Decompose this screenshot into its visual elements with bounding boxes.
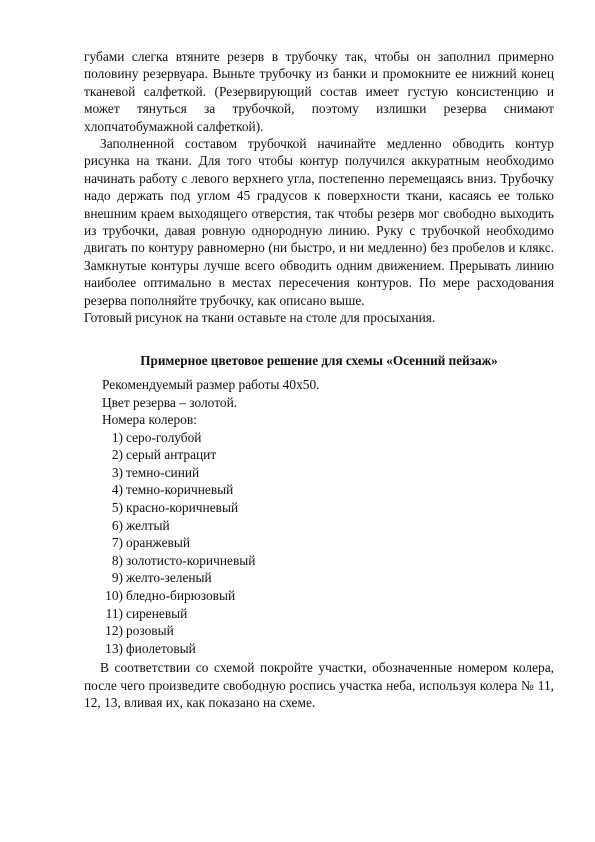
- color-list-item: [104, 499, 554, 517]
- document-page: [84, 48, 554, 712]
- color-name: серо-голубой: [126, 429, 202, 445]
- colors-label: Номера колеров:: [102, 412, 197, 428]
- color-list-item: [104, 517, 554, 535]
- color-number: 2): [111, 447, 123, 463]
- color-number: 13): [105, 640, 123, 656]
- color-name: серый антрацит: [126, 447, 217, 463]
- color-name: бледно-бирюзовый: [126, 588, 236, 604]
- color-number: 9): [111, 570, 123, 586]
- color-name: желто-зеленый: [126, 570, 212, 586]
- color-list-item: [104, 622, 554, 640]
- color-list-item: [104, 429, 554, 447]
- color-list-item: [104, 446, 554, 464]
- color-name: желтый: [126, 517, 170, 533]
- reserve-color-line: Цвет резерва – золотой.: [102, 394, 238, 410]
- color-name: оранжевый: [126, 535, 191, 551]
- color-list-item: [104, 569, 554, 587]
- color-list-item: [104, 552, 554, 570]
- color-list-item: [104, 605, 554, 623]
- color-name: темно-коричневый: [126, 482, 234, 498]
- color-list-item: [104, 481, 554, 499]
- color-number: 5): [111, 500, 123, 516]
- color-number: 3): [111, 464, 123, 480]
- color-name: золотисто-коричневый: [126, 552, 256, 568]
- color-name: темно-синий: [126, 464, 200, 480]
- color-list-item: [104, 587, 554, 605]
- work-info: [102, 376, 554, 429]
- color-list: [84, 429, 554, 658]
- color-number: 10): [105, 588, 123, 604]
- color-name: сиреневый: [126, 605, 188, 621]
- paragraph-painting-instructions: В соответствии со схемой покройте участки, обозначенные номером колера, после чего произведите свободную роспись участка неба, используя колера № 11, 12, 13, вливая их, как показано на схеме.: [84, 660, 554, 711]
- color-number: 8): [111, 552, 123, 568]
- section-heading: Примерное цветовое решение для схемы «Осенний пейзаж»: [140, 352, 498, 368]
- color-number: 7): [111, 535, 123, 551]
- paragraph-drying: Готовый рисунок на ткани оставьте на столе для просыхания.: [84, 310, 436, 326]
- color-number: 6): [111, 517, 123, 533]
- color-number: 11): [105, 605, 123, 621]
- color-number: 12): [105, 623, 123, 639]
- paragraph-contour-technique: Заполненной составом трубочкой начинайте медленно обводить контур рисунка на ткани. Для того чтобы контур получился аккуратным необходимо начинать работу с левого верхнего угла, постепенно перемещаясь вниз. Трубочку надо держать под углом 45 градусов к поверхности ткани, касаясь ее только внешним краем выходящего отверстия, так чтобы резерв мог свободно выходить из трубочки, давая ровную однородную линию. Руку с трубочкой необходимо двигать по контуру равномерно (ни быстро, и ни медленно) без пробелов и клякс. Замкнутые контуры лучше всего обводить одним движением. Прерывать линию наиболее оптимально в местах пересечения контуров. По мере расходования резерва пополняйте трубочку, как описано выше.: [84, 136, 554, 308]
- color-list-item: [104, 534, 554, 552]
- work-size-line: Рекомендуемый размер работы 40х50.: [102, 376, 320, 392]
- paragraph-reserve-filling: губами слегка втяните резерв в трубочку так, чтобы он заполнил примерно половину резервуара. Выньте трубочку из банки и промокните ее нижний конец тканевой салфеткой. (Резервирующий состав имеет густую консистенцию и может тянуться за трубочкой, поэтому излишки резерва снимают хлопчатобумажной салфеткой).: [84, 49, 554, 134]
- color-list-item: [104, 464, 554, 482]
- color-name: фиолетовый: [126, 640, 196, 656]
- color-number: 4): [111, 482, 123, 498]
- color-number: 1): [111, 429, 123, 445]
- color-list-item: [104, 640, 554, 658]
- color-name: красно-коричневый: [126, 500, 239, 516]
- color-name: розовый: [126, 623, 174, 639]
